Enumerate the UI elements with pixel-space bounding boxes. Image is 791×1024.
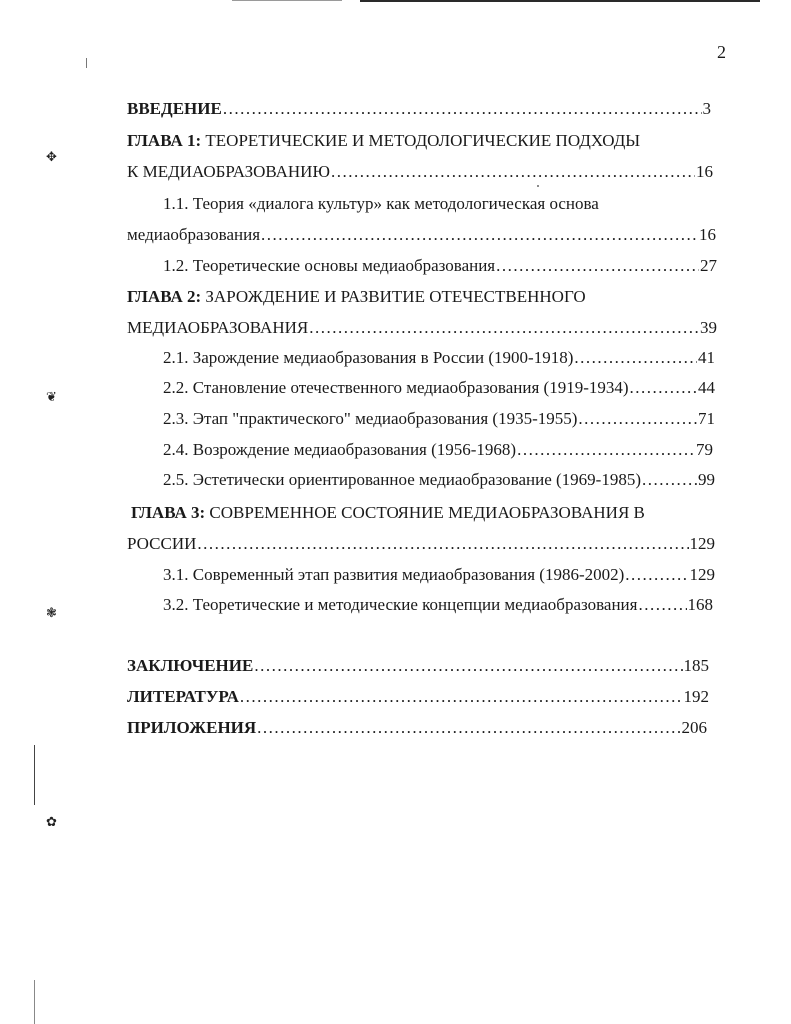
- section-title: 1.2. Теоретические основы медиаобразования: [163, 256, 496, 275]
- toc-section-1-1-entry[interactable]: [127, 224, 716, 246]
- toc-section-3-2[interactable]: [163, 594, 713, 616]
- toc-entry-label: ЗАКЛЮЧЕНИЕ: [127, 656, 254, 675]
- section-title: 2.4. Возрождение медиаобразования (1956-1968): [163, 440, 517, 459]
- toc-entry-page: 71: [698, 409, 715, 428]
- dot-leader: [496, 255, 699, 277]
- scan-mark: [86, 58, 87, 68]
- chapter-title: ТЕОРЕТИЧЕСКИЕ И МЕТОДОЛОГИЧЕСКИЕ ПОДХОДЫ: [201, 131, 641, 150]
- chapter-prefix: ГЛАВА 1:: [127, 131, 202, 150]
- toc-section-2-1[interactable]: [163, 347, 715, 369]
- section-title: 3.1. Современный этап развития медиаобразования (1986-2002): [163, 565, 625, 584]
- toc-entry-page: 192: [683, 687, 709, 706]
- dot-leader: [240, 686, 683, 708]
- toc-chapter-1-heading[interactable]: [127, 130, 640, 152]
- toc-chapter-1-entry[interactable]: [127, 161, 713, 183]
- toc-chapter-3-heading[interactable]: [131, 502, 645, 524]
- dot-leader: [197, 533, 688, 555]
- section-title: 2.3. Этап "практического" медиаобразования (1935-1955): [163, 409, 578, 428]
- toc-entry-intro[interactable]: [127, 98, 711, 120]
- chapter-title: МЕДИАОБРАЗОВАНИЯ: [127, 318, 309, 337]
- dot-leader: [254, 655, 682, 677]
- toc-entry-page: 185: [683, 656, 709, 675]
- toc-entry-page: 16: [699, 225, 716, 244]
- toc-entry-literature[interactable]: [127, 686, 709, 708]
- toc-entry-page: 168: [687, 595, 713, 614]
- chapter-title: РОССИИ: [127, 534, 197, 553]
- toc-entry-page: 3: [702, 99, 711, 118]
- chapter-prefix: ГЛАВА 2:: [127, 287, 202, 306]
- binding-hole-icon: ✿: [46, 814, 57, 829]
- scan-speck: [537, 185, 539, 187]
- toc-section-1-1-heading[interactable]: [163, 193, 599, 215]
- toc-entry-page: 79: [696, 440, 713, 459]
- toc-entry-appendix[interactable]: [127, 717, 707, 739]
- dot-leader: [261, 224, 698, 246]
- toc-entry-page: 129: [689, 534, 715, 553]
- dot-leader: [223, 98, 702, 120]
- section-title: 1.1. Теория «диалога культур» как методологическая основа: [163, 194, 599, 213]
- dot-leader: [578, 408, 697, 430]
- toc-section-3-1[interactable]: [163, 564, 715, 586]
- chapter-title: К МЕДИАОБРАЗОВАНИЮ: [127, 162, 330, 181]
- toc-section-2-3[interactable]: [163, 408, 715, 430]
- dot-leader: [257, 717, 680, 739]
- binding-hole-icon: ✥: [46, 149, 57, 164]
- toc-chapter-2-entry[interactable]: [127, 317, 717, 339]
- scan-edge-line: [360, 0, 760, 2]
- toc-entry-page: 41: [698, 348, 715, 367]
- toc-chapter-2-heading[interactable]: [127, 286, 586, 308]
- toc-entry-conclusion[interactable]: [127, 655, 709, 677]
- section-title: 3.2. Теоретические и методические концепции медиаобразования: [163, 595, 638, 614]
- toc-entry-label: ПРИЛОЖЕНИЯ: [127, 718, 257, 737]
- dot-leader: [638, 594, 686, 616]
- dot-leader: [309, 317, 699, 339]
- toc-section-2-5[interactable]: [163, 469, 715, 491]
- toc-entry-page: 16: [696, 162, 713, 181]
- dot-leader: [574, 347, 697, 369]
- toc-entry-page: 44: [698, 378, 715, 397]
- dot-leader: [331, 161, 695, 183]
- toc-entry-label: ВВЕДЕНИЕ: [127, 99, 222, 118]
- binding-hole-icon: ❃: [46, 605, 57, 620]
- toc-entry-page: 27: [700, 256, 717, 275]
- scan-edge-line: [232, 0, 342, 1]
- chapter-title: ЗАРОЖДЕНИЕ И РАЗВИТИЕ ОТЕЧЕСТВЕННОГО: [201, 287, 586, 306]
- page-number: 2: [717, 42, 726, 62]
- chapter-prefix: ГЛАВА 3:: [131, 503, 206, 522]
- toc-entry-page: 99: [698, 470, 715, 489]
- section-title: медиаобразования: [127, 225, 261, 244]
- section-title: 2.5. Эстетически ориентированное медиаобразование (1969-1985): [163, 470, 642, 489]
- section-title: 2.2. Становление отечественного медиаобразования (1919-1934): [163, 378, 629, 397]
- toc-chapter-3-entry[interactable]: [127, 533, 715, 555]
- chapter-title: СОВРЕМЕННОЕ СОСТОЯНИЕ МЕДИАОБРАЗОВАНИЯ В: [205, 503, 645, 522]
- toc-entry-page: 39: [700, 318, 717, 337]
- toc-entry-page: 206: [681, 718, 707, 737]
- toc-section-2-2[interactable]: [163, 377, 715, 399]
- toc-section-2-4[interactable]: [163, 439, 713, 461]
- toc-section-1-2[interactable]: [163, 255, 717, 277]
- toc-entry-label: ЛИТЕРАТУРА: [127, 687, 239, 706]
- binding-hole-icon: ❦: [46, 389, 57, 404]
- dot-leader: [517, 439, 695, 461]
- dot-leader: [630, 377, 697, 399]
- scan-margin-line: [34, 980, 35, 1024]
- toc-entry-page: 129: [689, 565, 715, 584]
- dot-leader: [625, 564, 688, 586]
- dot-leader: [642, 469, 697, 491]
- section-title: 2.1. Зарождение медиаобразования в России (1900-1918): [163, 348, 574, 367]
- scan-margin-line: [34, 745, 35, 805]
